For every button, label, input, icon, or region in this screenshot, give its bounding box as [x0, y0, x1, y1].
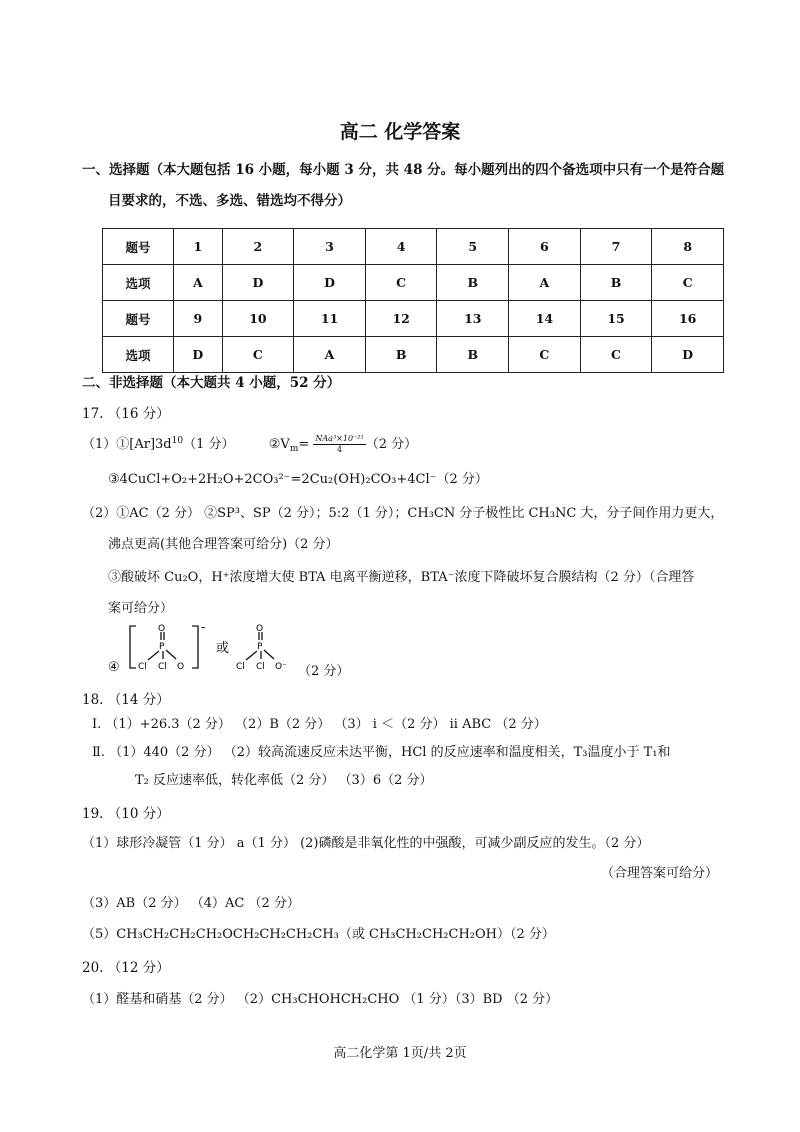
table-cell-label: 选项 — [103, 337, 174, 373]
bracket-left — [130, 626, 136, 668]
atom-cl-left-2: Cl — [236, 662, 245, 672]
bond-p-o-right — [264, 650, 274, 659]
table-cell: 1 — [174, 229, 223, 265]
q17-part2-line1: （2）①AC（2 分） ②SP³、SP（2 分）；5:2（1 分）；CH₃CN 分子极性比 CH₃NC 大，分子间作用力更大， — [82, 506, 724, 521]
q19-part1-note: （合理答案可给分） — [600, 866, 718, 881]
table-cell: 15 — [580, 301, 652, 337]
table-cell: B — [437, 265, 509, 301]
bond-p-o-right — [166, 650, 176, 659]
table-row — [103, 301, 724, 337]
atom-cl-mid-1: Cl — [158, 662, 167, 672]
q17-config-sup: 10 — [171, 436, 184, 446]
q19-part5: （5）CH₃CH₂CH₂CH₂OCH₂CH₂CH₂CH₃（或 CH₃CH₂CH₂CH₂OH）（2 分） — [82, 927, 555, 942]
q19-part1: （1）球形冷凝管（1 分） a（1 分） (2)磷酸是非氧化性的中强酸，可减少副反应的发生。（2 分） — [82, 836, 650, 851]
table-row — [103, 229, 724, 265]
q18-part1: Ⅰ. （1）+26.3（2 分） （2）B（2 分） （3） i ＜（2 分） ii ABC （2 分） — [92, 717, 547, 732]
atom-cl-left-1: Cl — [138, 662, 147, 672]
or-label: 或 — [216, 641, 230, 656]
table-cell: 14 — [509, 301, 581, 337]
table-cell: 16 — [652, 301, 724, 337]
table-cell-label: 选项 — [103, 265, 174, 301]
table-cell: C — [580, 337, 652, 373]
q18-part2-line2: T₂ 反应速率低，转化率低（2 分） （3）6（2 分） — [135, 773, 433, 788]
table-cell: D — [294, 265, 366, 301]
q17-vm-label: ②V — [268, 437, 290, 452]
q18-heading: 18. （14 分） — [82, 692, 170, 708]
table-cell: 7 — [580, 229, 652, 265]
atom-p-1: P — [159, 642, 165, 652]
table-cell: D — [222, 265, 294, 301]
structure-diagram — [124, 618, 324, 674]
atom-cl-mid-2: Cl — [256, 662, 265, 672]
q17-part2-item4-number: ④ — [108, 660, 120, 675]
table-cell: 5 — [437, 229, 509, 265]
q17-part2-line2: 沸点更高(其他合理答案可给分)（2 分） — [108, 537, 339, 552]
q17-vm-denominator: 4 — [337, 445, 343, 454]
atom-o-right-1: O — [177, 662, 185, 672]
atom-o-minus-2: O⁻ — [275, 662, 287, 672]
table-cell: 10 — [222, 301, 294, 337]
q19-part3-4: （3）AB（2 分） （4）AC （2 分） — [82, 896, 300, 911]
table-cell: A — [174, 265, 223, 301]
atom-o-top-1: O — [158, 624, 166, 634]
q17-part2-line4: 案可给分） — [108, 601, 174, 616]
table-cell-label: 题号 — [103, 229, 174, 265]
q17-part1-line2: ③4CuCl+O₂+2H₂O+2CO₃²⁻=2Cu₂(OH)₂CO₃+4Cl⁻（2 分） — [108, 472, 488, 487]
q17-vm-fraction — [313, 434, 365, 455]
q17-part2-item4-score: （2 分） — [298, 664, 350, 679]
table-cell: A — [509, 265, 581, 301]
table-cell: 9 — [174, 301, 223, 337]
table-cell: 3 — [294, 229, 366, 265]
q18-part2-line1: Ⅱ. （1）440（2 分） （2）较高流速反应未达平衡，HCl 的反应速率和温度相关，T₃温度小于 T₁和 — [92, 745, 671, 760]
table-cell-label: 题号 — [103, 301, 174, 337]
page-title: 高二 化学答案 — [339, 121, 461, 143]
table-cell: C — [222, 337, 294, 373]
q20-heading: 20. （12 分） — [82, 960, 170, 976]
table-cell: D — [174, 337, 223, 373]
table-cell: 11 — [294, 301, 366, 337]
q17-vm-numerator: NAa³×10⁻²¹ — [315, 434, 364, 443]
q19-heading: 19. （10 分） — [82, 806, 170, 822]
table-cell: 13 — [437, 301, 509, 337]
table-cell: 6 — [509, 229, 581, 265]
q17-part2-line3: ③酸破坏 Cu₂O，H⁺浓度增大使 BTA 电离平衡逆移，BTA⁻浓度下降破坏复合膜结构（2 分）（合理答 — [108, 570, 695, 585]
q17-config: （1）①[Ar]3d — [82, 437, 172, 452]
q17-vm-sub: m — [289, 444, 299, 454]
q17-part1-line1 — [82, 433, 417, 455]
table-cell: B — [437, 337, 509, 373]
q17-vm-eq: = — [298, 437, 310, 452]
table-cell: C — [365, 265, 437, 301]
charge-minus: - — [201, 620, 206, 634]
atom-p-2: P — [257, 642, 263, 652]
section1-heading-line1: 一、选择题（本大题包括 16 小题，每小题 3 分，共 48 分。每小题列出的四个备选项中只有一个是符合题 — [82, 162, 725, 178]
table-cell: 8 — [652, 229, 724, 265]
q20-part1: （1）醛基和硝基（2 分） （2）CH₃CHOHCH₂CHO （1 分）（3）BD （2 分） — [82, 992, 559, 1007]
table-row — [103, 265, 724, 301]
table-cell: 2 — [222, 229, 294, 265]
bond-p-cl-left — [148, 651, 159, 660]
table-cell: 4 — [365, 229, 437, 265]
q17-vm-score: （2 分） — [365, 437, 418, 452]
section2-heading: 二、非选择题（本大题共 4 小题，52 分） — [82, 375, 341, 391]
table-row — [103, 337, 724, 373]
table-cell: B — [580, 265, 652, 301]
bond-p-cl-left — [246, 651, 257, 660]
answer-table — [102, 228, 724, 373]
section1-heading-line2: 目要求的，不选、多选、错选均不得分） — [108, 193, 351, 209]
table-cell: B — [365, 337, 437, 373]
table-cell: D — [652, 337, 724, 373]
page-footer: 高二化学第 1页/共 2页 — [333, 1046, 467, 1061]
q17-heading: 17. （16 分） — [82, 406, 170, 422]
table-cell: C — [652, 265, 724, 301]
table-cell: 12 — [365, 301, 437, 337]
table-cell: A — [294, 337, 366, 373]
table-cell: C — [509, 337, 581, 373]
bracket-right — [192, 626, 198, 668]
q17-config-score: （1 分） — [183, 437, 235, 452]
atom-o-top-2: O — [256, 624, 264, 634]
